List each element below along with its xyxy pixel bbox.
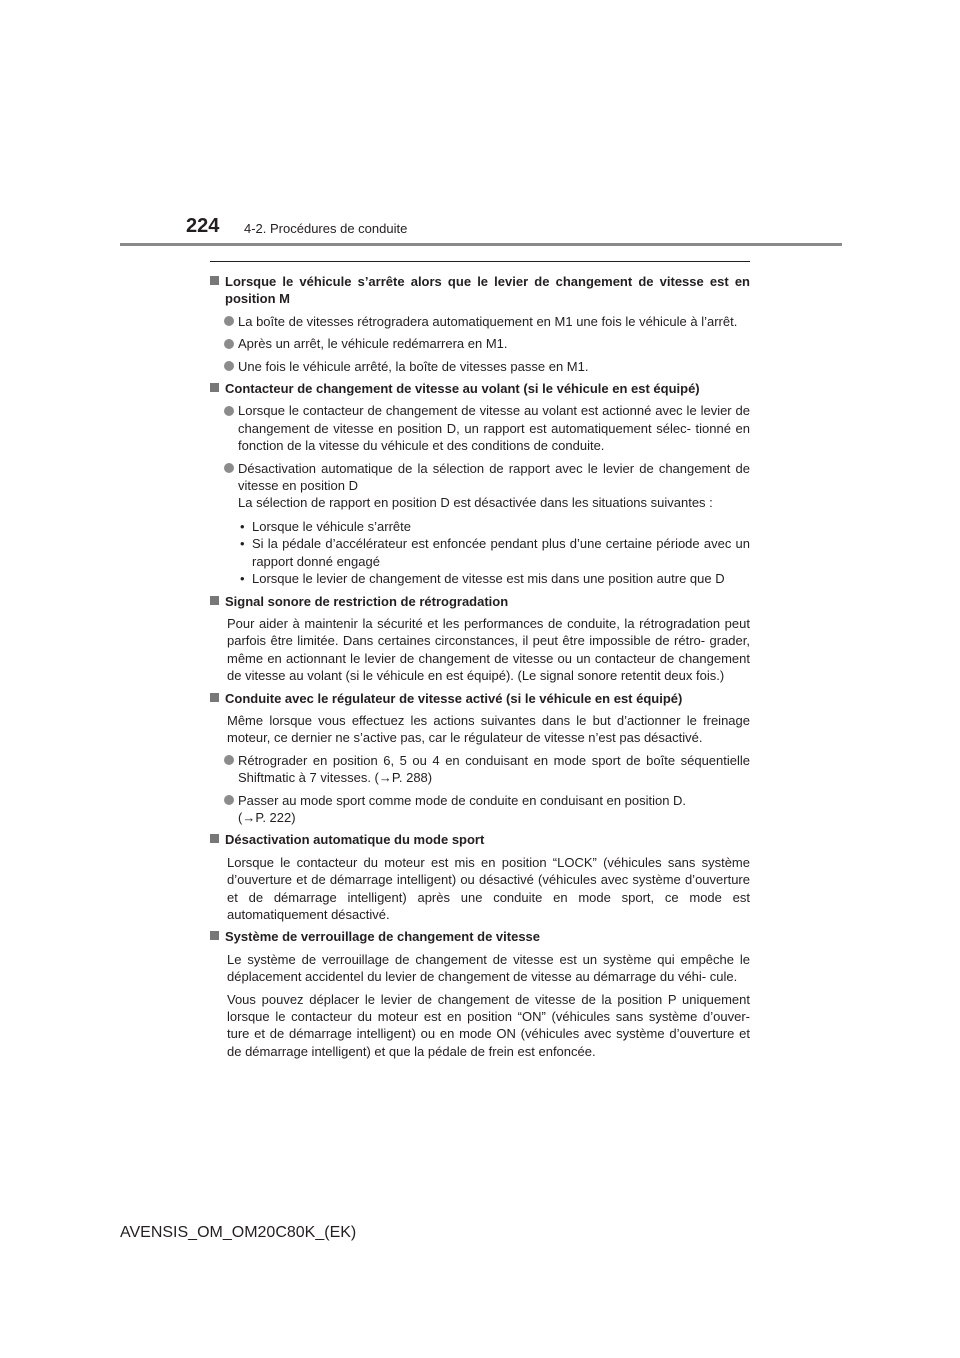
sub-item [238, 535, 750, 570]
square-bullet-icon [210, 596, 219, 605]
sub-item-text: Si la pédale d’accélérateur est enfoncée pendant plus d’une certaine période avec un rapport donné engagé [252, 536, 750, 569]
heading-text: Désactivation automatique du mode sport [225, 832, 485, 848]
bullet-item [210, 402, 750, 454]
heading-text: Signal sonore de restriction de rétrogradation [225, 593, 509, 609]
sub-bullet-marker: • [240, 536, 245, 552]
content-rule [210, 261, 750, 262]
square-bullet-icon [210, 834, 219, 843]
bullet-item [210, 792, 750, 827]
round-bullet-icon [224, 339, 234, 349]
bullet-text: Désactivation automatique de la sélection de rapport avec le levier de changement de vitesse en position D [238, 460, 750, 494]
bullet-item [210, 460, 750, 512]
heading-mode-sport [210, 831, 750, 848]
heading-text: Contacteur de changement de vitesse au volant (si le véhicule en est équipé) [225, 381, 700, 397]
round-bullet-icon [224, 406, 234, 416]
heading-regulateur-vitesse [210, 690, 750, 707]
bullet-item [210, 313, 750, 330]
round-bullet-icon [224, 755, 234, 765]
square-bullet-icon [210, 383, 219, 392]
bullet-text: Après un arrêt, le véhicule redémarrera en M1. [238, 336, 508, 352]
heading-text: Conduite avec le régulateur de vitesse activé (si le véhicule en est équipé) [225, 690, 683, 706]
square-bullet-icon [210, 276, 219, 285]
heading-text: Système de verrouillage de changement de vitesse [225, 929, 541, 945]
paragraph: Pour aider à maintenir la sécurité et les performances de conduite, la rétrogradation peut parfois être limitée. Dans certaines circonstances, il peut être impossible de rétro- grader, même en actionnant le levier de changement de vitesse ou un contacteur de changement de vitesse au volant (si le véhicule en est équipé). (Le signal sonore retentit deux fois.) [227, 615, 750, 684]
bullet-text: Rétrograder en position 6, 5 ou 4 en conduisant en mode sport de boîte séquentielle Shiftmatic à 7 vitesses. (→P. 288) [238, 752, 750, 786]
heading-arret-position-m [210, 273, 750, 308]
sub-bullet-marker: • [240, 571, 245, 587]
sub-item-text: Lorsque le véhicule s’arrête [252, 518, 411, 534]
bullet-text: Une fois le véhicule arrêté, la boîte de vitesses passe en M1. [238, 358, 589, 374]
square-bullet-icon [210, 693, 219, 702]
sub-item-text: Lorsque le levier de changement de vitesse est mis dans une position autre que D [252, 571, 725, 587]
paragraph: Même lorsque vous effectuez les actions suivantes dans le but d’actionner le freinage moteur, ce dernier ne s’active pas, car le régulateur de vitesse n’est pas désactivé. [227, 712, 750, 746]
square-bullet-icon [210, 931, 219, 940]
heading-contacteur-volant [210, 380, 750, 397]
header-rule [120, 243, 842, 246]
bullet-item [210, 752, 750, 787]
sub-item [238, 570, 750, 587]
bullet-item [210, 358, 750, 375]
bullet-text: Passer au mode sport comme mode de conduite en conduisant en position D. [238, 792, 687, 808]
round-bullet-icon [224, 463, 234, 473]
page-content [210, 268, 750, 1060]
bullet-text-continued: La sélection de rapport en position D est désactivée dans les situations suivantes : [238, 495, 713, 511]
sub-list [210, 518, 750, 588]
bullet-text: La boîte de vitesses rétrogradera automatiquement en M1 une fois le véhicule à l’arrêt. [238, 313, 738, 329]
round-bullet-icon [224, 361, 234, 371]
bullet-text: Lorsque le contacteur de changement de vitesse au volant est actionné avec le levier de changement de vitesse en position D, un rapport est automatiquement sélec- tionné en fonction de la vitesse du véhicule et des conditions de conduite. [238, 403, 750, 454]
page-number: 224 [186, 215, 220, 237]
section-title: 4-2. Procédures de conduite [244, 221, 408, 236]
bullet-text-continued: (→P. 222) [238, 809, 296, 825]
document-footer: AVENSIS_OM_OM20C80K_(EK) [120, 1224, 357, 1241]
sub-bullet-marker: • [240, 518, 245, 534]
heading-text: Lorsque le véhicule s’arrête alors que le levier de changement de vitesse est en position M [225, 274, 750, 307]
sub-item [238, 518, 750, 535]
round-bullet-icon [224, 316, 234, 326]
round-bullet-icon [224, 795, 234, 805]
heading-verrouillage [210, 928, 750, 945]
paragraph: Vous pouvez déplacer le levier de changement de vitesse de la position P uniquement lorsque le contacteur du moteur est en position “ON” (véhicules sans système d’ouver- ture et de démarrage intelligent) ou en mode ON (véhicules avec système d’ouverture et de démarrage intelligent) et que la pédale de frein est enfoncée. [227, 991, 750, 1059]
paragraph: Le système de verrouillage de changement de vitesse est un système qui empêche le déplacement accidentel du levier de changement de vitesse au démarrage du véhi- cule. [227, 951, 750, 985]
heading-signal-sonore [210, 593, 750, 610]
bullet-item [210, 335, 750, 352]
paragraph: Lorsque le contacteur du moteur est mis en position “LOCK” (véhicules sans système d’ouverture et de démarrage intelligent) ou désactivé (véhicules avec système d’ouverture et de démarrage intelligent) après une conduite en mode sport, ce mode est automatiquement désactivé. [227, 854, 750, 922]
